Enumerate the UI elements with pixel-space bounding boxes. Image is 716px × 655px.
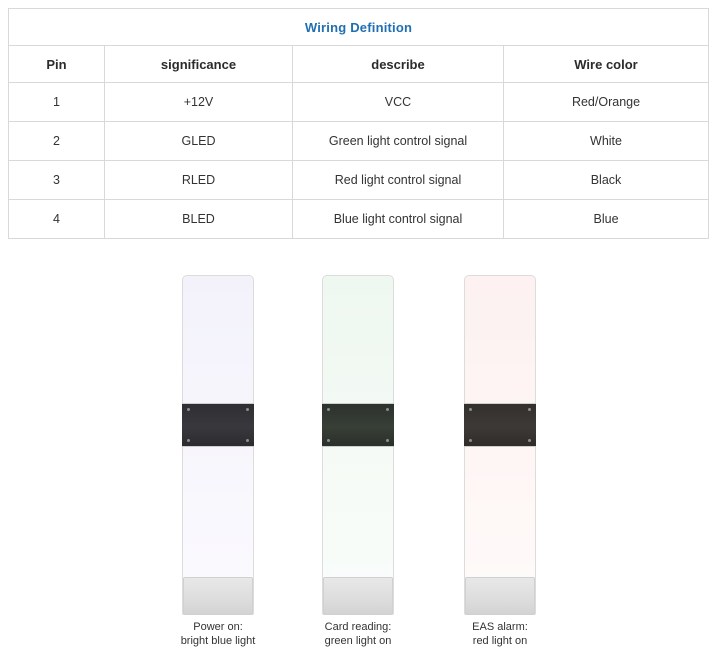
cell-wire-color: White: [504, 122, 709, 161]
screw-icon: [246, 439, 249, 442]
cell-wire-color: Black: [504, 161, 709, 200]
device-pedestal: [464, 275, 536, 615]
cell-pin: 4: [9, 200, 105, 239]
caption-line-1: EAS alarm:: [472, 621, 528, 633]
screw-icon: [528, 439, 531, 442]
screw-icon: [246, 408, 249, 411]
caption-line-1: Card reading:: [324, 621, 392, 633]
table-row: [9, 122, 709, 161]
cell-pin: 3: [9, 161, 105, 200]
screw-icon: [528, 408, 531, 411]
column-header-significance: significance: [105, 46, 293, 83]
cell-describe: Blue light control signal: [293, 200, 504, 239]
caption-line-2: bright blue light: [180, 635, 256, 647]
pedestal-reader-band: [182, 403, 254, 447]
device-illustrations: [0, 275, 716, 655]
device-pedestal: [182, 275, 254, 615]
pedestal-reader-band: [464, 403, 536, 447]
caption-line-2: red light on: [472, 635, 528, 647]
screw-icon: [386, 408, 389, 411]
wiring-definition-table: [8, 8, 708, 239]
cell-pin: 1: [9, 83, 105, 122]
cell-describe: VCC: [293, 83, 504, 122]
cell-significance: RLED: [105, 161, 293, 200]
pedestal-reader-band: [322, 403, 394, 447]
screw-icon: [187, 408, 190, 411]
figure-red-state: [410, 275, 590, 655]
pedestal-base: [323, 577, 393, 615]
cell-wire-color: Red/Orange: [504, 83, 709, 122]
screw-icon: [386, 439, 389, 442]
column-header-describe: describe: [293, 46, 504, 83]
caption-line-2: green light on: [324, 635, 392, 647]
pedestal-base: [465, 577, 535, 615]
cell-describe: Red light control signal: [293, 161, 504, 200]
table-header-row: [9, 46, 709, 83]
screw-icon: [187, 439, 190, 442]
cell-significance: GLED: [105, 122, 293, 161]
column-header-wire-color: Wire color: [504, 46, 709, 83]
cell-describe: Green light control signal: [293, 122, 504, 161]
cell-significance: BLED: [105, 200, 293, 239]
figure-caption: [410, 620, 590, 648]
table-row: [9, 83, 709, 122]
table-row: [9, 200, 709, 239]
column-header-pin: Pin: [9, 46, 105, 83]
screw-icon: [327, 439, 330, 442]
table-row: [9, 161, 709, 200]
pedestal-base: [183, 577, 253, 615]
table-title: Wiring Definition: [9, 9, 709, 46]
screw-icon: [469, 408, 472, 411]
table-title-row: [9, 9, 709, 46]
caption-line-1: Power on:: [193, 621, 243, 633]
device-pedestal: [322, 275, 394, 615]
cell-significance: +12V: [105, 83, 293, 122]
screw-icon: [469, 439, 472, 442]
screw-icon: [327, 408, 330, 411]
cell-pin: 2: [9, 122, 105, 161]
cell-wire-color: Blue: [504, 200, 709, 239]
